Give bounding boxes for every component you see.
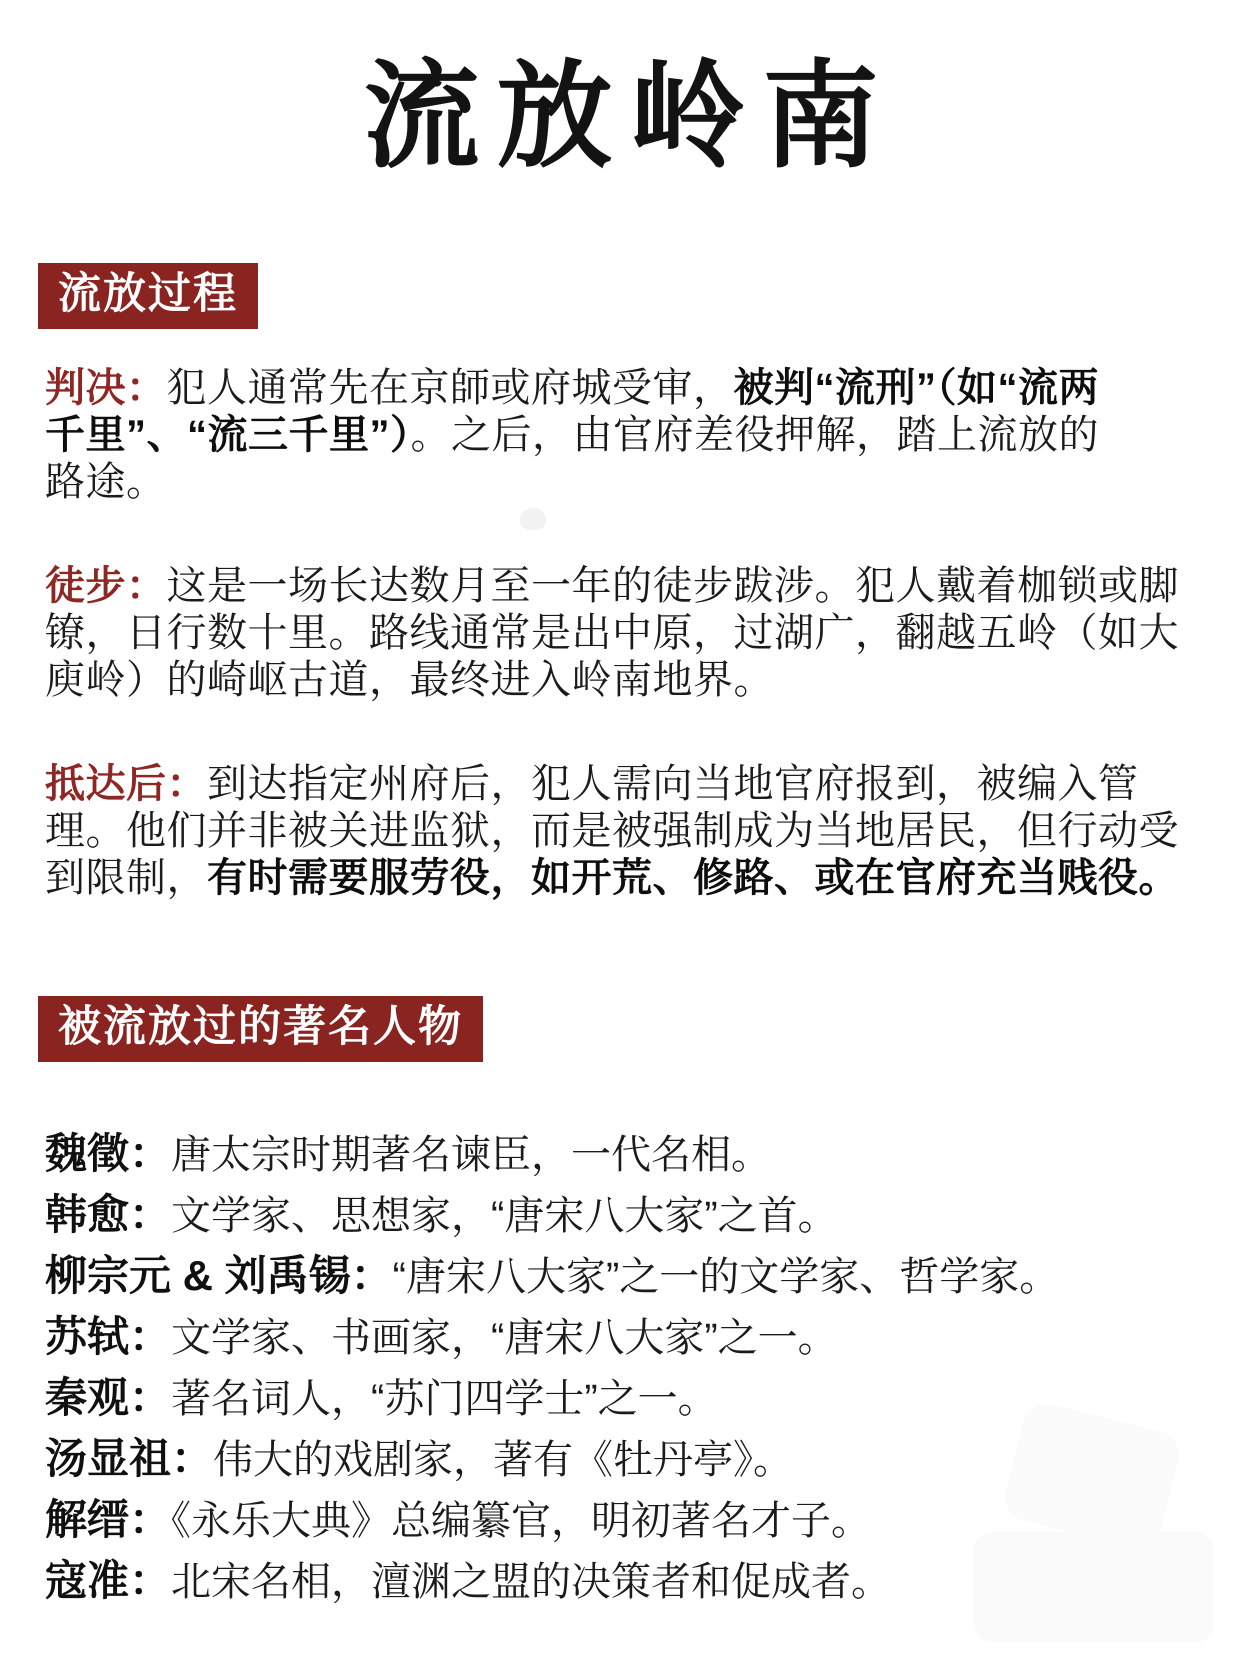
paragraph-text: 这是一场长达数月至一年的徒步跋涉。犯人戴着枷锁或脚 <box>166 564 1179 608</box>
person-name: 魏徵： <box>45 1130 172 1177</box>
person-row <box>45 1124 1227 1185</box>
paragraph-line <box>45 855 1227 902</box>
paragraph-line <box>45 657 1227 704</box>
person-row <box>45 1307 1227 1368</box>
person-name: 秦观： <box>45 1374 172 1421</box>
person-row <box>45 1368 1227 1429</box>
paragraph-text: 路途。 <box>45 460 167 504</box>
section-people <box>38 996 1242 1062</box>
person-desc: 著名词人，“苏门四学士”之一。 <box>171 1377 718 1421</box>
paragraph <box>45 365 1227 506</box>
paragraph-text: 到限制， <box>45 856 207 900</box>
paragraph-line <box>45 412 1227 459</box>
paragraph-lead: 判决： <box>45 366 167 410</box>
person-row <box>45 1551 1227 1612</box>
paragraph-text: 被判“流刑”（如“流两 <box>733 366 1099 410</box>
person-name: 汤显祖： <box>45 1435 214 1482</box>
section-process <box>38 263 1242 329</box>
paragraph-lead: 抵达后： <box>45 762 207 806</box>
person-desc: 文学家、书画家，“唐宋八大家”之一。 <box>171 1316 838 1360</box>
process-paragraphs <box>45 365 1227 902</box>
paragraph-text: 犯人通常先在京師或府城受审， <box>166 366 734 410</box>
people-badge: 被流放过的著名人物 <box>38 996 483 1062</box>
person-desc: 伟大的戏剧家，著有《牡丹亭》。 <box>213 1438 794 1482</box>
person-row <box>45 1246 1227 1307</box>
paragraph-lead: 徒步： <box>45 564 167 608</box>
person-row <box>45 1429 1227 1490</box>
person-desc: 《永乐大典》总编纂官，明初著名才子。 <box>171 1499 872 1543</box>
page-title: 流放岭南 <box>363 51 896 181</box>
paragraph-line <box>45 563 1227 610</box>
paragraph <box>45 761 1227 902</box>
person-name: 苏轼： <box>45 1313 172 1360</box>
paragraph <box>45 563 1227 704</box>
paragraph-line <box>45 459 1227 506</box>
paragraph-text: 千里”、“流三千里”） <box>45 413 411 457</box>
paragraph-text: 理。他们并非被关进监狱，而是被强制成为当地居民，但行动受 <box>45 809 1179 853</box>
person-name: 解缙： <box>45 1496 172 1543</box>
paragraph-text: 镣，日行数十里。路线通常是出中原，过湖广，翻越五岭（如大 <box>45 611 1179 655</box>
paragraph-text: 庾岭）的崎岖古道，最终进入岭南地界。 <box>45 658 774 702</box>
person-desc: 唐太宗时期著名谏臣，一代名相。 <box>171 1133 772 1177</box>
paragraph-text: 。之后，由官府差役押解，踏上流放的 <box>410 413 1099 457</box>
paragraph-line <box>45 761 1227 808</box>
person-name: 寇准： <box>45 1557 172 1604</box>
paragraph-line <box>45 808 1227 855</box>
process-badge: 流放过程 <box>38 263 258 329</box>
people-list <box>45 1124 1227 1612</box>
person-desc: 北宋名相，澶渊之盟的决策者和促成者。 <box>171 1560 892 1604</box>
paragraph-text: 到达指定州府后，犯人需向当地官府报到，被编入管 <box>207 762 1139 806</box>
paragraph-text: 有时需要服劳役，如开荒、修路、或在官府充当贱役。 <box>207 856 1179 900</box>
paragraph-line <box>45 610 1227 657</box>
person-desc: 文学家、思想家，“唐宋八大家”之首。 <box>171 1194 838 1238</box>
paragraph-line <box>45 365 1227 412</box>
person-name: 韩愈： <box>45 1191 172 1238</box>
person-name: 柳宗元 & 刘禹锡： <box>45 1252 393 1299</box>
person-row <box>45 1490 1227 1551</box>
person-row <box>45 1185 1227 1246</box>
person-desc: “唐宋八大家”之一的文学家、哲学家。 <box>392 1255 1060 1299</box>
